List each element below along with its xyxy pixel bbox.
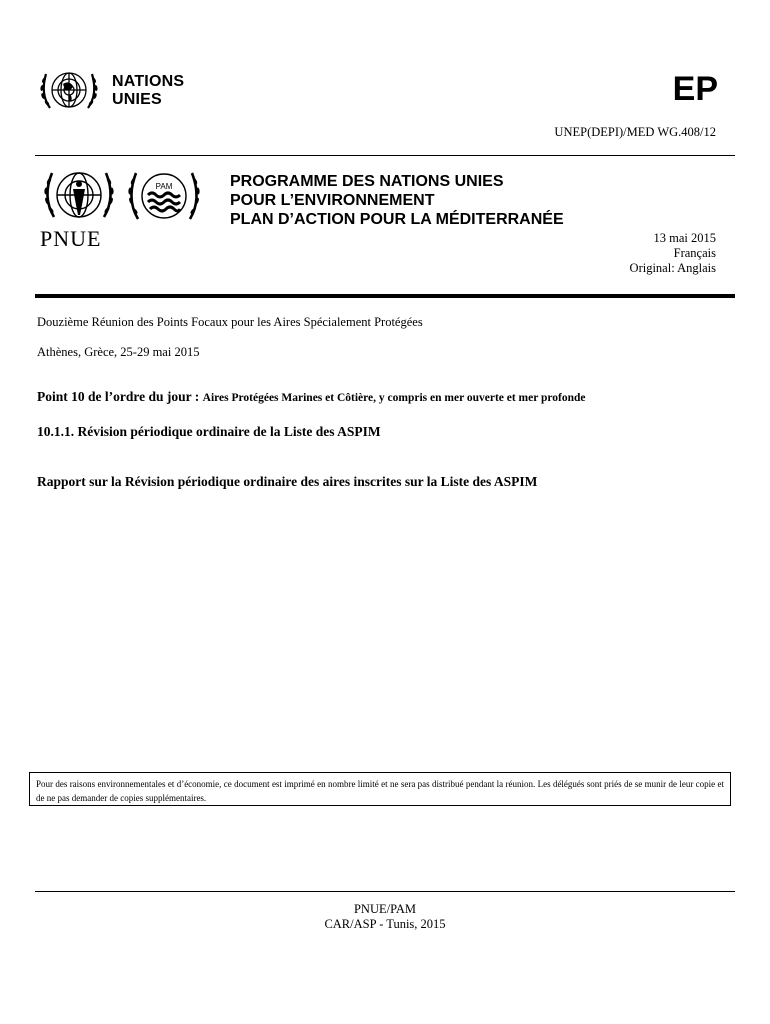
un-emblem-icon [36,64,102,120]
unep-emblem-icon [40,165,118,225]
language-code: EP [672,70,718,108]
programme-line-1: PROGRAMME DES NATIONS UNIES [230,173,504,190]
footer-line-1: PNUE/PAM [353,902,417,916]
pam-emblem-icon [122,165,206,227]
org-line-1: NATIONS [112,73,185,90]
header-rule [35,155,735,156]
document-symbol: UNEP(DEPI)/MED WG.408/12 [554,125,716,139]
programme-rule [35,294,735,298]
item-heading: 10.1.1. Révision périodique ordinaire de la Liste des ASPIM [37,424,381,439]
footer [0,902,770,932]
agenda-label: Point 10 de l’ordre du jour : [37,389,200,404]
footer-rule [35,891,735,892]
programme-line-3: PLAN D’ACTION POUR LA MÉDITERRANÉE [230,211,564,228]
agenda-text: Aires Protégées Marines et Côtière, y compris en mer ouverte et mer profonde [202,392,586,404]
document-date: 13 mai 2015 [653,231,716,245]
meeting-title: Douzième Réunion des Points Focaux pour les Aires Spécialement Protégées [37,315,423,329]
organization-name [112,73,184,109]
unep-wordmark: PNUE [40,226,102,251]
pam-label: PAM [155,182,173,191]
programme-title [230,172,564,229]
meeting-venue: Athènes, Grèce, 25-29 mai 2015 [37,345,200,359]
org-line-2: UNIES [112,91,162,108]
report-title: Rapport sur la Révision périodique ordinaire des aires inscrites sur la Liste des ASPIM [37,474,538,489]
document-info [630,231,716,276]
document-language: Français [673,246,716,260]
environmental-notice: Pour des raisons environnementales et d’économie, ce document est imprimé en nombre limité et ne sera pas distribué pendant la réunion. Les délégués sont priés de se munir de leur copie et de ne pas demander de copies supplémentaires. [29,772,731,806]
document-original-language: Original: Anglais [629,261,716,275]
agenda-item [37,389,586,405]
programme-line-2: POUR L’ENVIRONNEMENT [230,192,435,209]
footer-line-2: CAR/ASP - Tunis, 2015 [324,917,446,931]
